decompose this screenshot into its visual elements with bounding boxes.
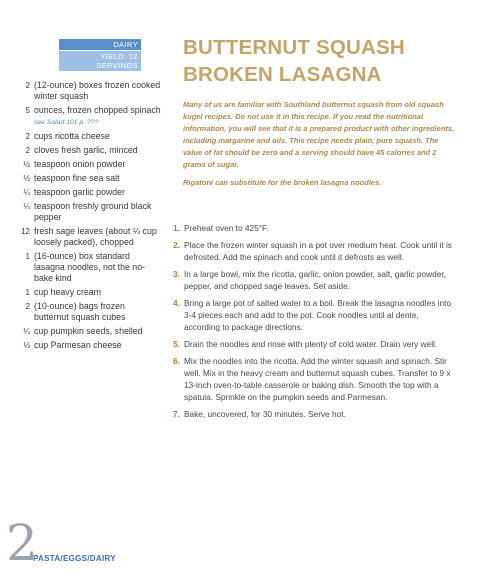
step-text: Bake, uncovered, for 30 minutes. Serve hot. (184, 409, 346, 419)
ingredient-text: teaspoon fine sea salt (34, 173, 120, 183)
recipe-title (183, 34, 405, 88)
intro-paragraph: Many of us are familiar with Southland butternut squash from old squash kugel recipes. Do not use it in this recipe. If you read the nutritional information, you will see that it is a prepared product with other ingredients, including margarine and oils. This recipe needs plain, pure squash. The value of fat should be zero and a serving should have 45 calories and 2 grams of sugar. (183, 100, 455, 169)
ingredient-text: (16-ounce) box standard lasagna noodles, not the no-bake kind (34, 251, 146, 283)
yield-badge: YIELD: 12 SERVINGS (59, 51, 141, 71)
ingredient-text: cloves fresh garlic, minced (34, 145, 138, 155)
ingredient-item (12, 287, 162, 298)
ingredient-item (12, 145, 162, 156)
ingredient-item (12, 173, 162, 184)
ingredient-text: cups ricotta cheese (34, 131, 110, 141)
ingredient-qty: ¼ (23, 202, 30, 211)
step-text: Bring a large pot of salted water to a boil. Break the lasagna noodles into 3-4 pieces each and add to the pot. Cook noodles until al dente, according to package directions. (184, 298, 452, 332)
ingredient-text: (10-ounce) bags frozen butternut squash cubes (34, 301, 126, 322)
section-label: PASTA/EGGS/DAIRY (33, 554, 116, 563)
ingredient-text: cup heavy cream (34, 287, 101, 297)
ingredient-item (12, 251, 162, 284)
step-text: In a large bowl, mix the ricotta, garlic, onion powder, salt, garlic powder, pepper, and chopped sage leaves. Set aside. (184, 269, 446, 291)
step-item (173, 222, 456, 234)
ingredient-item (12, 131, 162, 142)
ingredient-note: see Salad 101 p. ??? (34, 119, 99, 126)
step-number: 2. (173, 240, 180, 250)
ingredient-qty: 2 (25, 132, 30, 141)
step-text: Mix the noodles into the ricotta. Add the winter squash and spinach. Stir well. Mix in the heavy cream and butternut squash cubes. Transfer to 9 x 13-inch oven-to-table casserole or baking dish. Smooth the top with a spatula. Sprinkle on the pumpkin seeds and Parmesan. (184, 356, 451, 402)
ingredient-qty: 12 (21, 227, 30, 236)
ingredient-qty: ¼ (23, 188, 30, 197)
ingredient-qty: 2 (25, 146, 30, 155)
step-number: 3. (173, 269, 180, 279)
step-number: 4. (173, 298, 180, 308)
ingredient-text: fresh sage leaves (about ¼ cup loosely packed), chopped (34, 226, 157, 247)
method-steps (173, 222, 456, 425)
ingredient-item (12, 201, 162, 223)
step-text: Place the frozen winter squash in a pot over medium heat. Cook until it is defrosted. Add the spinach and cook until it defrosts as well. (184, 240, 452, 262)
step-item (173, 408, 456, 420)
ingredient-qty: 1 (25, 252, 30, 261)
ingredient-item (12, 80, 162, 102)
ingredient-list (12, 80, 162, 354)
recipe-intro (183, 99, 458, 195)
ingredient-text: cup Parmesan cheese (34, 340, 122, 350)
ingredient-item (12, 326, 162, 337)
step-number: 1. (173, 223, 180, 233)
step-item (173, 239, 456, 263)
page-number: 2 (6, 514, 38, 572)
step-item (173, 297, 456, 333)
recipe-title-line2: BROKEN LASAGNA (183, 63, 382, 86)
ingredient-qty: 1 (25, 288, 30, 297)
ingredient-qty: ½ (23, 160, 30, 169)
step-number: 6. (173, 356, 180, 366)
ingredient-text: teaspoon freshly ground black pepper (34, 201, 152, 222)
ingredient-text: teaspoon garlic powder (34, 187, 125, 197)
intro-paragraph: Rigatoni can substitute for the broken lasagna noodles. (183, 178, 382, 187)
ingredient-item (12, 105, 162, 128)
ingredient-item (12, 301, 162, 323)
ingredient-item (12, 226, 162, 248)
ingredient-text: ounces, frozen chopped spinach (34, 105, 161, 115)
step-text: Drain the noodles and rinse with plenty of cold water. Drain very well. (184, 339, 438, 349)
ingredient-qty: 5 (25, 106, 30, 115)
ingredient-item (12, 187, 162, 198)
ingredient-qty: ½ (23, 174, 30, 183)
ingredient-text: teaspoon onion powder (34, 159, 126, 169)
ingredient-item (12, 159, 162, 170)
step-item (173, 268, 456, 292)
ingredient-qty: 2 (25, 302, 30, 311)
ingredient-qty: 2 (25, 81, 30, 90)
step-item (173, 338, 456, 350)
recipe-title-line1: BUTTERNUT SQUASH (183, 36, 405, 59)
step-item (173, 355, 456, 403)
ingredient-text: (12-ounce) boxes frozen cooked winter squash (34, 80, 161, 101)
step-number: 7. (173, 409, 180, 419)
category-badge: DAIRY (59, 39, 141, 50)
ingredient-qty: ⅓ (23, 341, 30, 350)
ingredient-qty: ¼ (23, 327, 30, 336)
ingredient-text: cup pumpkin seeds, shelled (34, 326, 143, 336)
step-number: 5. (173, 339, 180, 349)
step-text: Preheat oven to 425°F. (184, 223, 269, 233)
ingredient-item (12, 340, 162, 351)
